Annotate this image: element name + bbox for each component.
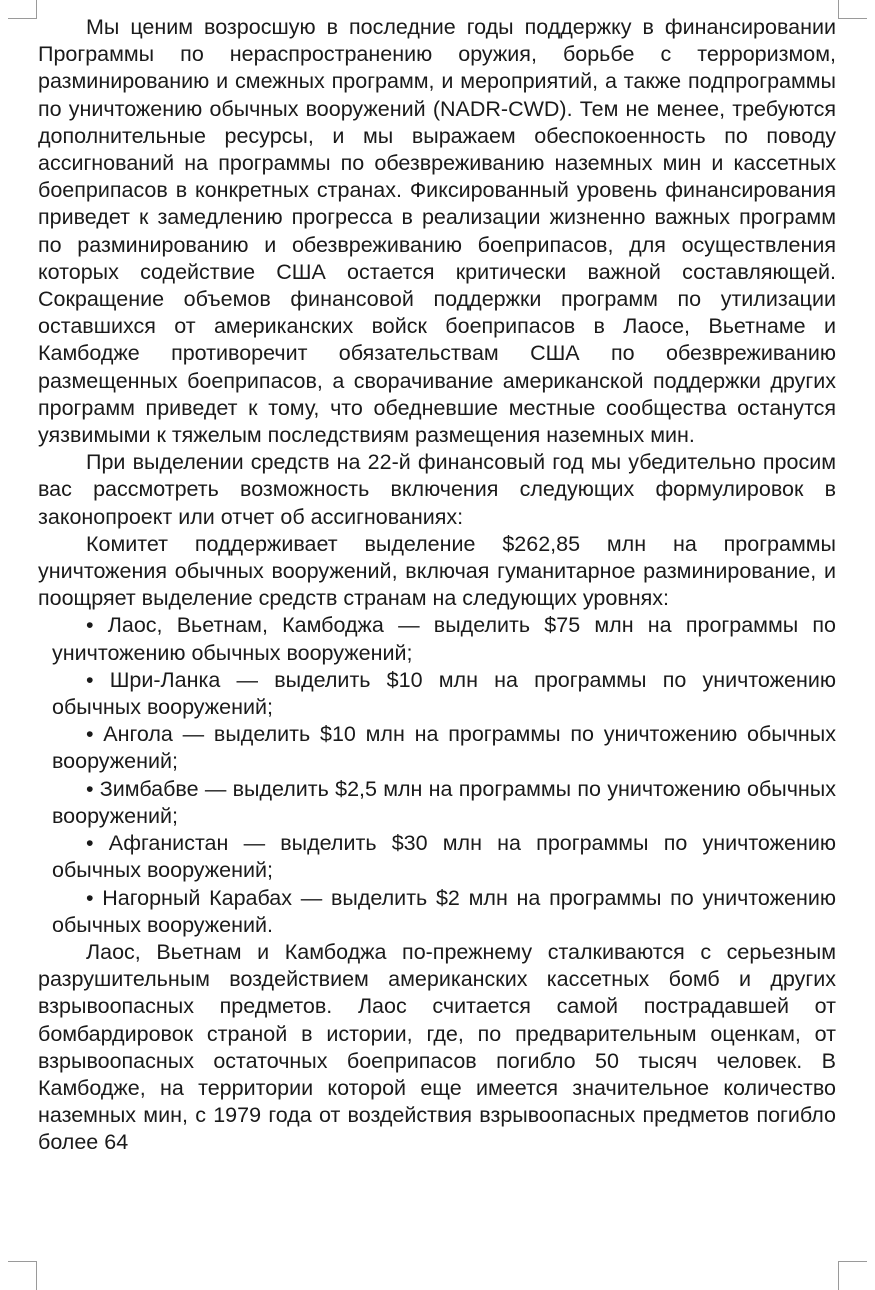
page-corner-mark-top-left <box>8 0 37 19</box>
bullet-item-zimbabwe: • Зимбабве — выделить $2,5 млн на программы по уничтожению обычных вооружений; <box>52 776 836 828</box>
bullet-item-afghanistan: • Афганистан — выделить $30 млн на программы по уничтожению обычных вооружений; <box>52 831 836 883</box>
page-corner-mark-top-right <box>838 0 867 19</box>
page-corner-mark-bottom-left <box>8 1261 37 1290</box>
paragraph-funding-concerns: Мы ценим возросшую в последние годы поддержку в финансировании Программы по нераспространению оружия, борьбе с терроризмом, разминированию и смежных программ, и мероприятий, а также подпрограммы по уничтожению обычных вооружений (NADR-CWD). Тем не менее, требуются дополнительные ресурсы, и мы выражаем обеспокоенность по поводу ассигнований на программы по обезвреживанию наземных мин и кассетных боеприпасов в конкретных странах. Фиксированный уровень финансирования приведет к замедлению прогресса в реализации жизненно важных программ по разминированию и обезвреживанию боеприпасов, для осуществления которых содействие США остается критически важной составляющей. Сокращение объемов финансовой поддержки программ по утилизации оставшихся от американских войск боеприпасов в Лаосе, Вьетнаме и Камбодже противоречит обязательствам США по обезвреживанию размещенных боеприпасов, а сворачивание американской поддержки других программ приведет к тому, что обедневшие местные сообщества останутся уязвимыми к тяжелым последствиям размещения наземных мин. <box>38 15 836 448</box>
page-corner-mark-bottom-right <box>838 1261 867 1290</box>
paragraph-committee-support: Комитет поддерживает выделение $262,85 млн на программы уничтожения обычных вооружений, включая гуманитарное разминирование, и поощряет выделение средств странам на следующих уровнях: <box>38 531 836 611</box>
bullet-item-sri-lanka: • Шри-Ланка — выделить $10 млн на программы по уничтожению обычных вооружений; <box>52 667 836 720</box>
bullet-item-nagorno-karabakh: • Нагорный Карабах — выделить $2 млн на программы по уничтожению обычных вооружений. <box>52 885 836 937</box>
paragraph-request: При выделении средств на 22-й финансовый год мы убедительно просим вас рассмотреть возможность включения следующих формулировок в законопроект или отчет об ассигнованиях: <box>38 450 836 529</box>
document-page <box>38 14 836 1157</box>
bullet-item-laos-vietnam-cambodia: • Лаос, Вьетнам, Камбоджа — выделить $75 млн на программы по уничтожению обычных вооружений; <box>52 613 836 665</box>
paragraph-laos-vietnam-cambodia-impact: Лаос, Вьетнам и Камбоджа по-прежнему сталкиваются с серьезным разрушительным воздействием американских кассетных бомб и других взрывоопасных предметов. Лаос считается самой пострадавшей от бомбардировок страной в истории, где, по предварительным оценкам, от взрывоопасных остаточных боеприпасов погибло 50 тысяч человек. В Камбодже, на территории которой еще имеется значительное количество наземных мин, с 1979 года от воздействия взрывоопасных предметов погибло более 64 <box>38 939 836 1155</box>
bullet-item-angola: • Ангола — выделить $10 млн на программы по уничтожению обычных вооружений; <box>52 722 836 774</box>
